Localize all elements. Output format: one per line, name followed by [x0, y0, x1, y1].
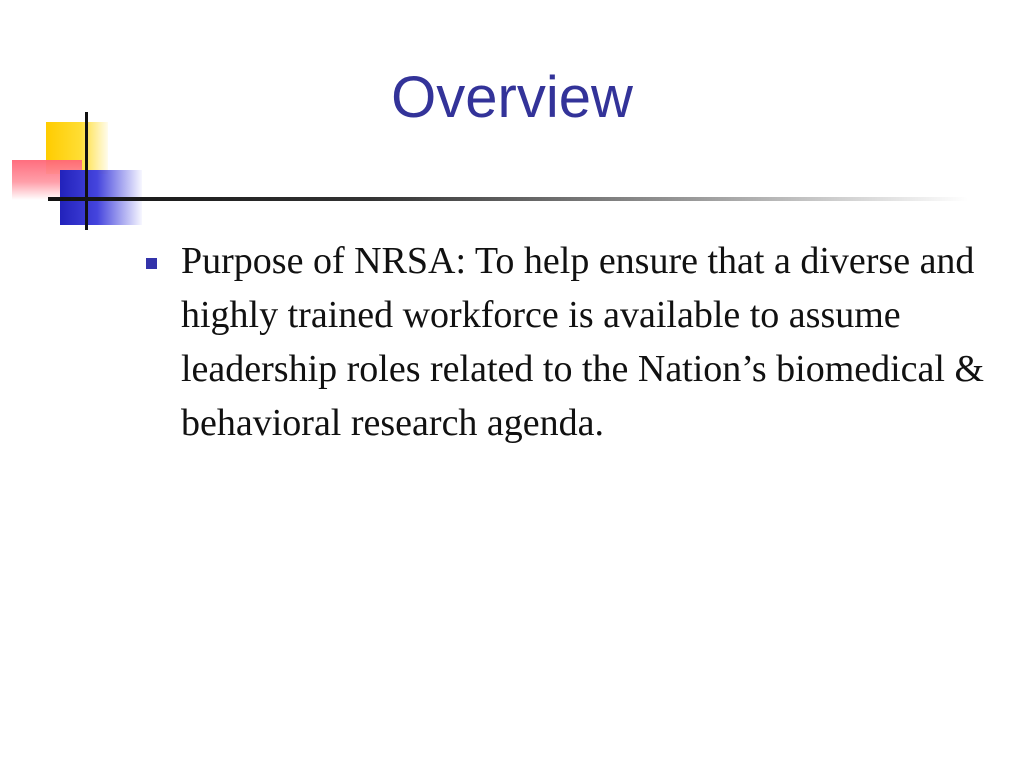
bullet-text: Purpose of NRSA: To help ensure that a diverse and highly trained workforce is available to assume leadership roles related to the Nation’s biomedical & behavioral research agenda. [181, 240, 985, 444]
square-bullet-icon [146, 258, 157, 269]
bullet-item [140, 234, 990, 450]
slide-content [140, 234, 990, 450]
slide-title: Overview [391, 65, 633, 130]
bullet-list [140, 234, 990, 450]
title-divider-line [48, 197, 968, 201]
